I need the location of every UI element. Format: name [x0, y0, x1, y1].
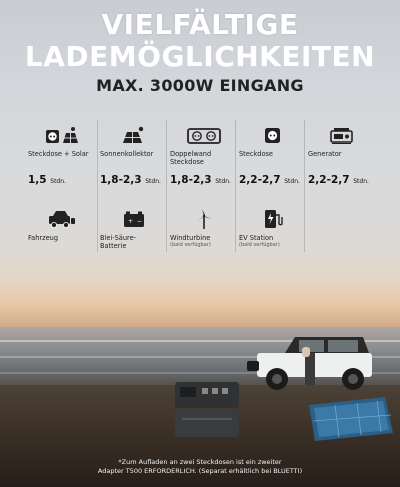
ev-station-icon — [239, 208, 307, 230]
jeep-illustration — [245, 335, 380, 393]
wind-turbine-icon — [170, 208, 238, 230]
availability-note: (bald verfügbar) — [170, 242, 211, 248]
subtitle: MAX. 3000W EINGANG — [96, 76, 304, 95]
option-label: Steckdose — [239, 150, 273, 158]
option-label: Sonnenkollektor — [100, 150, 154, 158]
socket-solar-icon — [28, 124, 96, 146]
title-line-2: LADEMÖGLICHKEITEN — [24, 40, 376, 73]
option-label: Steckdose + Solar — [28, 150, 89, 158]
option-wind-turbine — [170, 202, 238, 280]
option-label: EV Station (bald verfügbar) — [239, 234, 311, 248]
option-label: Blei-Säure-Batterie — [100, 234, 137, 250]
option-solar-panel — [100, 118, 168, 196]
option-socket-solar — [28, 118, 96, 196]
option-time: 1,5 Stdn. — [28, 174, 66, 186]
svg-text:+: + — [128, 218, 134, 225]
footnote-line-2: Adapter T500 ERFORDERLICH. (Separat erhältlich bei BLUETTI) — [97, 467, 303, 475]
footnote-line-1: *Zum Aufladen an zwei Steckdosen ist ein zweiter — [118, 458, 282, 466]
option-socket — [239, 118, 307, 196]
option-label: Fahrzeug — [28, 234, 58, 242]
option-time: 1,8-2,3 Stdn. — [100, 174, 161, 186]
option-double-socket — [170, 118, 238, 196]
footnote — [0, 458, 400, 476]
battery-icon — [100, 208, 168, 230]
title-line-1: VIELFÄLTIGE — [101, 8, 299, 41]
svg-text:−: − — [137, 218, 143, 225]
option-time: 2,2-2,7 Stdn. — [308, 174, 369, 186]
option-label: Doppelwand Steckdose — [170, 150, 212, 166]
option-generator — [308, 118, 376, 196]
option-ev-station — [239, 202, 307, 280]
vehicle-icon — [28, 208, 96, 230]
solar-panel-illustration — [305, 395, 397, 441]
option-label: Generator — [308, 150, 342, 158]
column-divider — [97, 120, 98, 252]
option-time: 1,8-2,3 Stdn. — [170, 174, 231, 186]
generator-icon — [308, 124, 376, 146]
option-vehicle — [28, 202, 96, 280]
option-time: 2,2-2,7 Stdn. — [239, 174, 300, 186]
socket-icon — [239, 124, 307, 146]
availability-note: (bald verfügbar) — [239, 242, 280, 248]
double-socket-icon — [170, 124, 238, 146]
option-label: Windturbine (bald verfügbar) — [170, 234, 242, 248]
option-battery — [100, 202, 168, 280]
power-station-illustration — [172, 378, 242, 440]
solar-panel-icon — [100, 124, 168, 146]
